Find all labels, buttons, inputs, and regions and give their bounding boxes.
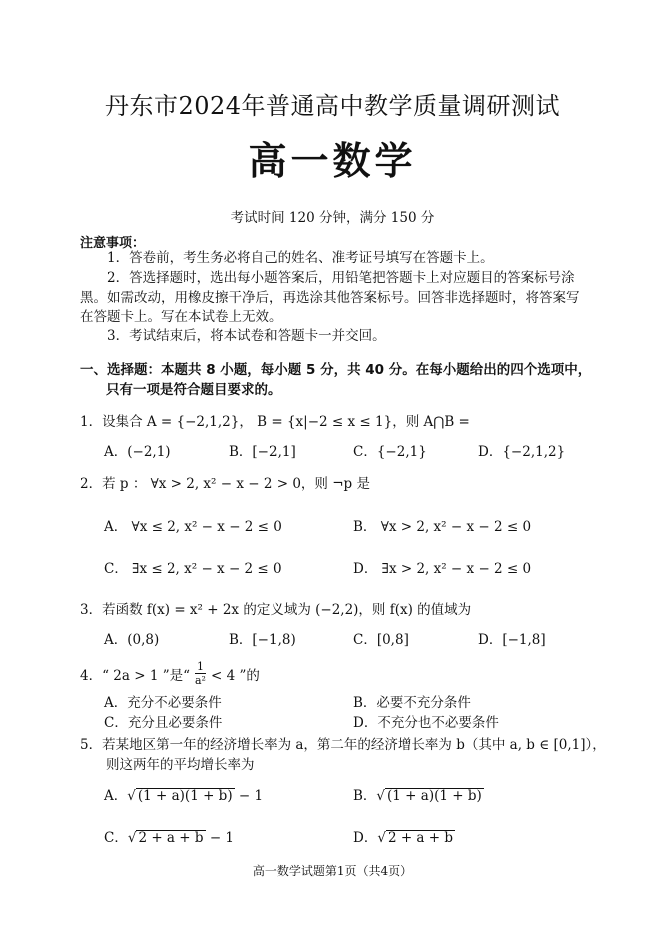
q5-option-a-radicand: (1 + a)(1 + b) (137, 788, 233, 804)
q4-fraction (193, 660, 208, 687)
exam-title: 丹东市2024年普通高中教学质量调研测试 (104, 92, 561, 120)
q5-option-a-label: A． (104, 788, 128, 804)
q5-option-c (104, 826, 234, 846)
q3-option-b: B．[−1,8) (229, 632, 296, 648)
note-item-1: 1．答卷前，考生务必将自己的姓名、准考证号填写在答题卡上。 (107, 250, 494, 266)
q5-option-c-radicand: 2 + a + b (138, 830, 204, 846)
q5-option-a-suffix: − 1 (234, 788, 264, 804)
q4-option-b: B．必要不充分条件 (353, 695, 471, 711)
q5-option-b-radicand: (1 + a)(1 + b) (387, 788, 482, 804)
q1-option-c: C．{−2,1} (353, 444, 427, 460)
q5-option-b-label: B． (353, 788, 377, 804)
q3-option-c: C．[0,8] (353, 632, 409, 648)
q3-option-d: D．[−1,8] (478, 632, 546, 648)
q5-option-c-suffix: − 1 (205, 830, 235, 846)
question-2-stem: 2．若 p ： ∀x > 2, x² − x − 2 > 0，则 ¬p 是 (80, 476, 370, 492)
q5-option-b (353, 784, 484, 804)
q4-option-c: C．充分且必要条件 (104, 715, 223, 731)
q1-option-d: D．{−2,1,2} (478, 444, 566, 460)
q4-stem-part1: 4．“ 2a > 1 ”是“ (80, 667, 190, 684)
q5-option-d (353, 826, 455, 846)
q5-option-d-label: D． (353, 830, 378, 846)
q2-option-b: B． ∀x > 2, x² − x − 2 ≤ 0 (353, 519, 532, 535)
sqrt-sign: √ (127, 830, 137, 846)
note-item-3: 3．考试结束后，将本试卷和答题卡一并交回。 (107, 328, 386, 344)
page-footer: 高一数学试题第1页（共4页） (252, 864, 413, 878)
sqrt-sign: √ (127, 788, 136, 804)
notes-heading: 注意事项： (80, 236, 146, 251)
note-item-2: 2．答选择题时，选出每小题答案后，用铅笔把答题卡上对应题目的答案标号涂黑。如需改动，用橡皮擦干净后，再选涂其他答案标号。回答非选择题时，将答案写在答题卡上。写在本试卷上无效。 (80, 270, 580, 325)
q3-option-a: A．(0,8) (104, 632, 160, 648)
section-heading-line1: 一、选择题：本题共 8 小题，每小题 5 分，共 40 分。在每小题给出的四个选项中， (80, 362, 592, 378)
q4-stem-part2: < 4 ”的 (210, 667, 260, 684)
question-5-stem-line2: 则这两年的平均增长率为 (106, 757, 255, 773)
q5-option-c-label: C． (104, 830, 128, 846)
q5-option-d-radicand: 2 + a + b (387, 830, 454, 846)
question-5-stem-line1: 5．若某地区第一年的经济增长率为 a，第二年的经济增长率为 b（其中 a, b ∈ [0,1]）， (80, 737, 606, 753)
q1-option-a: A．(−2,1) (104, 444, 171, 460)
question-1-stem: 1．设集合 A = {−2,1,2}， B = {x|−2 ≤ x ≤ 1}，则 A⋂B = (80, 414, 470, 430)
q2-option-a: A． ∀x ≤ 2, x² − x − 2 ≤ 0 (104, 519, 282, 535)
q2-option-c: C． ∃x ≤ 2, x² − x − 2 ≤ 0 (104, 561, 282, 577)
subject-title: 高一数学 (248, 139, 417, 183)
q5-option-a (104, 784, 263, 804)
q4-fraction-denominator: a² (195, 674, 206, 687)
q2-option-d: D． ∃x > 2, x² − x − 2 ≤ 0 (353, 561, 532, 577)
question-3-stem: 3．若函数 f(x) = x² + 2x 的定义域为 (−2,2)，则 f(x) 的值域为 (80, 602, 472, 618)
q4-option-a: A．充分不必要条件 (104, 695, 222, 711)
exam-time-info: 考试时间 120 分钟，满分 150 分 (230, 210, 435, 226)
sqrt-sign: √ (376, 788, 386, 804)
q1-option-b: B．[−2,1] (229, 444, 296, 460)
section-heading-line2: 只有一项是符合题目要求的。 (106, 382, 282, 398)
sqrt-sign: √ (377, 830, 386, 846)
q4-fraction-numerator: 1 (196, 660, 204, 673)
q4-option-d: D．不充分也不必要条件 (353, 715, 499, 731)
question-4-stem (80, 660, 260, 687)
